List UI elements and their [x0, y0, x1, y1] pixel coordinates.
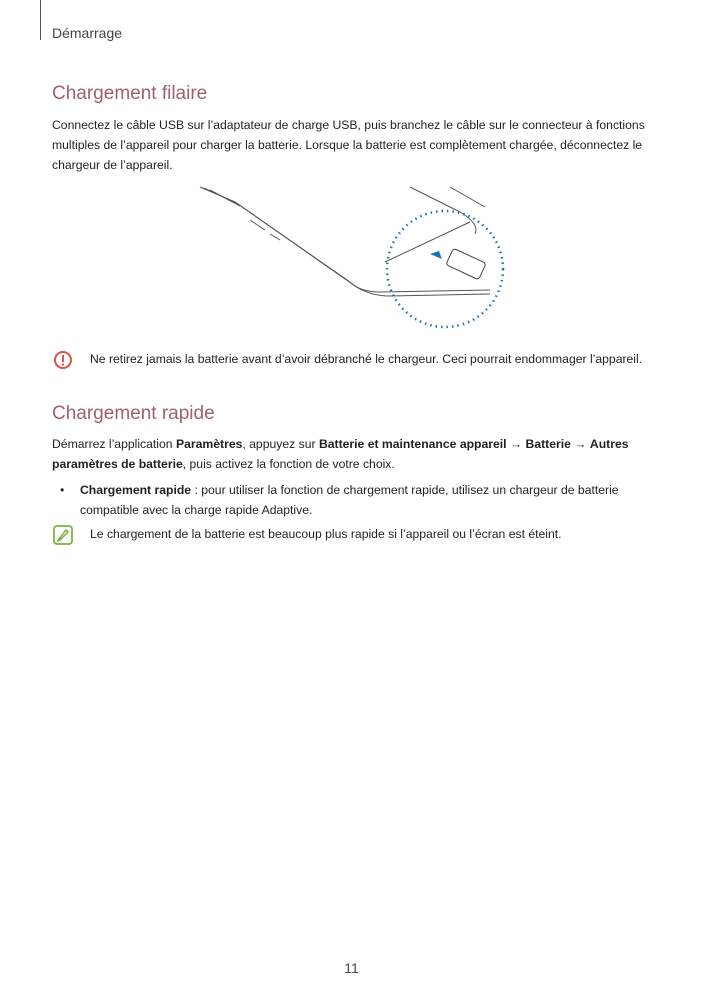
charging-illustration [190, 182, 520, 334]
page-number: 11 [344, 960, 359, 976]
margin-rule [40, 0, 41, 40]
caution-icon [52, 349, 74, 371]
bullet-text: : pour utiliser la fonction de chargement rapide, utilisez un chargeur de batterie compatible avec la charge rapide Adaptive. [80, 483, 619, 517]
wired-charging-paragraph: Connectez le câble USB sur l’adaptateur de charge USB, puis branchez le câble sur le connecteur à fonctions multiples de l’appareil pour charger la batterie. Lorsque la batterie est complètement chargée, déconnectez le chargeur de l’appareil. [52, 118, 645, 172]
note-pencil-icon [52, 524, 74, 546]
heading-wired-charging: Chargement filaire [52, 83, 208, 104]
bullet-marker: • [60, 483, 65, 497]
tip-text: Le chargement de la batterie est beaucoup plus rapide si l’appareil ou l’écran est éteint. [90, 527, 562, 541]
caution-text: Ne retirez jamais la batterie avant d’avoir débranché le chargeur. Ceci pourrait endommager l’appareil. [90, 352, 643, 366]
fast-charging-intro: Démarrez l’application Paramètres, appuyez sur Batterie et maintenance appareil → Batterie → Autres paramètres de batterie, puis activez la fonction de votre choix. [52, 437, 629, 471]
bullet-term: Chargement rapide [80, 483, 192, 497]
running-header: Démarrage [52, 25, 123, 41]
heading-fast-charging: Chargement rapide [52, 403, 215, 424]
callout-circle [387, 211, 503, 327]
